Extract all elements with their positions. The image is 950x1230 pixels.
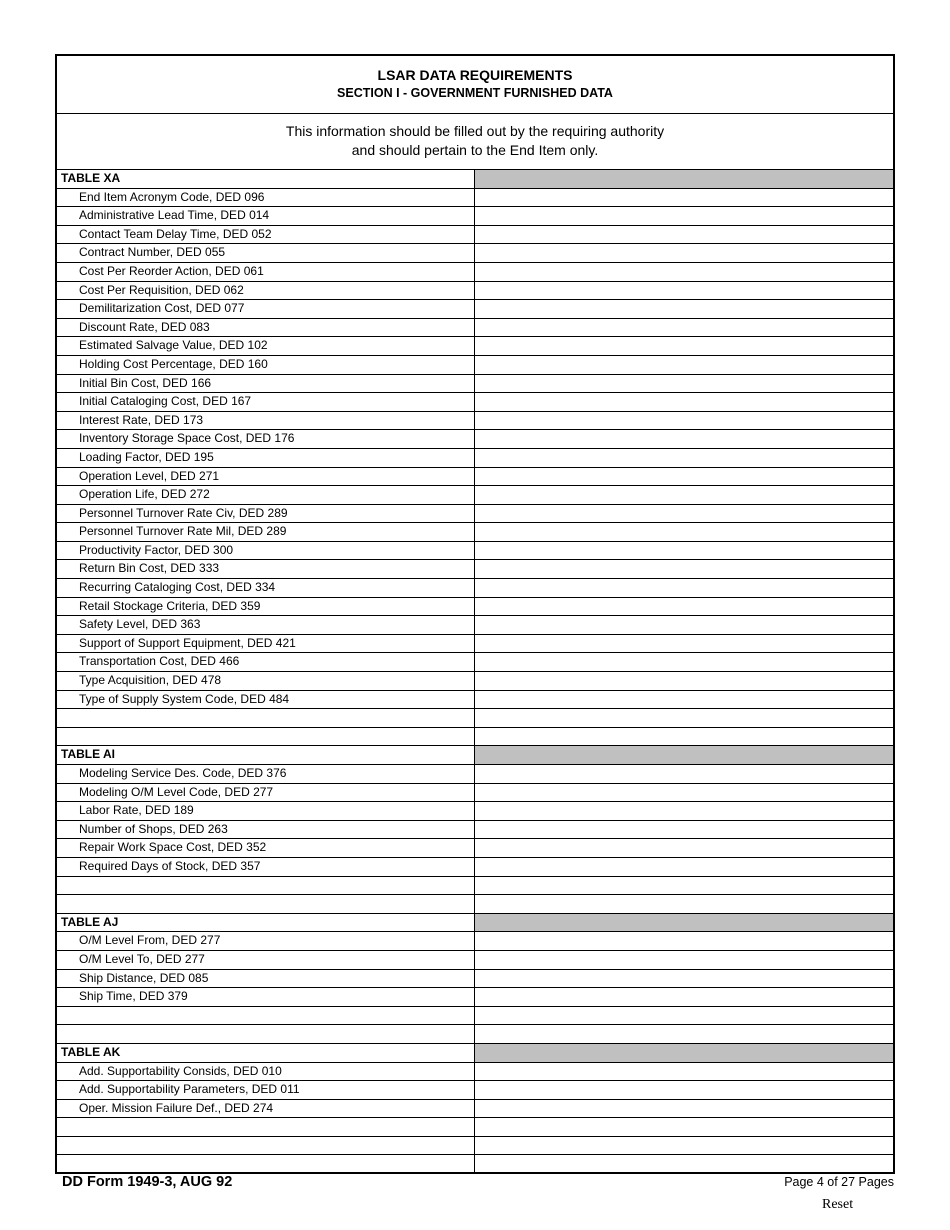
instructions-line-2: and should pertain to the End Item only. xyxy=(351,142,599,158)
field-label: Holding Cost Percentage, DED 160 xyxy=(57,356,475,374)
field-label xyxy=(57,1155,475,1173)
field-label xyxy=(57,877,475,895)
form-id: DD Form 1949-3, AUG 92 xyxy=(62,1174,233,1190)
field-label: Estimated Salvage Value, DED 102 xyxy=(57,337,475,355)
table-row xyxy=(57,375,893,394)
field-value-input[interactable] xyxy=(475,226,893,244)
table-header xyxy=(57,914,893,933)
field-value-input[interactable] xyxy=(475,1007,893,1025)
table-header-label: TABLE XA xyxy=(57,170,475,188)
field-label: Repair Work Space Cost, DED 352 xyxy=(57,839,475,857)
field-value-input[interactable] xyxy=(475,1063,893,1081)
field-value-input[interactable] xyxy=(475,468,893,486)
table-row xyxy=(57,839,893,858)
table-row xyxy=(57,653,893,672)
field-label: Type of Supply System Code, DED 484 xyxy=(57,691,475,709)
table-header-shading xyxy=(475,914,893,932)
field-label xyxy=(57,709,475,727)
field-value-input[interactable] xyxy=(475,932,893,950)
field-label: Initial Bin Cost, DED 166 xyxy=(57,375,475,393)
table-row xyxy=(57,244,893,263)
field-value-input[interactable] xyxy=(475,356,893,374)
field-value-input[interactable] xyxy=(475,970,893,988)
table-header-shading xyxy=(475,746,893,764)
table-header xyxy=(57,746,893,765)
field-value-input[interactable] xyxy=(475,635,893,653)
table-row xyxy=(57,486,893,505)
field-label: Labor Rate, DED 189 xyxy=(57,802,475,820)
table-row xyxy=(57,895,893,914)
field-value-input[interactable] xyxy=(475,449,893,467)
table-row xyxy=(57,412,893,431)
table-row xyxy=(57,821,893,840)
field-value-input[interactable] xyxy=(475,207,893,225)
field-label: Operation Life, DED 272 xyxy=(57,486,475,504)
form-title: LSAR DATA REQUIREMENTS xyxy=(377,67,573,83)
field-label: Ship Distance, DED 085 xyxy=(57,970,475,988)
table-row xyxy=(57,858,893,877)
field-value-input[interactable] xyxy=(475,1100,893,1118)
field-value-input[interactable] xyxy=(475,765,893,783)
table-header-label: TABLE AI xyxy=(57,746,475,764)
field-value-input[interactable] xyxy=(475,784,893,802)
field-value-input[interactable] xyxy=(475,858,893,876)
field-value-input[interactable] xyxy=(475,1081,893,1099)
field-label: Ship Time, DED 379 xyxy=(57,988,475,1006)
field-value-input[interactable] xyxy=(475,337,893,355)
field-label: Initial Cataloging Cost, DED 167 xyxy=(57,393,475,411)
table-row xyxy=(57,1100,893,1119)
table-row xyxy=(57,802,893,821)
form-subtitle: SECTION I - GOVERNMENT FURNISHED DATA xyxy=(337,86,613,100)
field-label xyxy=(57,1137,475,1155)
field-value-input[interactable] xyxy=(475,839,893,857)
field-label: Modeling Service Des. Code, DED 376 xyxy=(57,765,475,783)
instructions-line-1: This information should be filled out by the requiring authority xyxy=(285,123,665,139)
reset-button[interactable]: Reset xyxy=(822,1197,854,1212)
table-row xyxy=(57,1155,893,1174)
table-row xyxy=(57,337,893,356)
table-header-label: TABLE AK xyxy=(57,1044,475,1062)
table-header xyxy=(57,170,893,189)
field-value-input[interactable] xyxy=(475,523,893,541)
field-value-input[interactable] xyxy=(475,1025,893,1043)
field-label: Inventory Storage Space Cost, DED 176 xyxy=(57,430,475,448)
table-row xyxy=(57,616,893,635)
field-label: Return Bin Cost, DED 333 xyxy=(57,560,475,578)
table-row xyxy=(57,970,893,989)
field-value-input[interactable] xyxy=(475,895,893,913)
field-label: Administrative Lead Time, DED 014 xyxy=(57,207,475,225)
field-value-input[interactable] xyxy=(475,560,893,578)
table-row xyxy=(57,877,893,896)
table-row xyxy=(57,1063,893,1082)
field-label: End Item Acronym Code, DED 096 xyxy=(57,189,475,207)
field-label: Contact Team Delay Time, DED 052 xyxy=(57,226,475,244)
table-row xyxy=(57,449,893,468)
table-row xyxy=(57,672,893,691)
field-value-input[interactable] xyxy=(475,244,893,262)
table-header-label: TABLE AJ xyxy=(57,914,475,932)
page-number: Page 4 of 27 Pages xyxy=(784,1175,894,1189)
field-label: Interest Rate, DED 173 xyxy=(57,412,475,430)
form-header xyxy=(57,56,893,114)
table-row xyxy=(57,728,893,747)
field-label: Cost Per Reorder Action, DED 061 xyxy=(57,263,475,281)
field-label: Demilitarization Cost, DED 077 xyxy=(57,300,475,318)
table-row xyxy=(57,784,893,803)
field-label: Type Acquisition, DED 478 xyxy=(57,672,475,690)
field-label xyxy=(57,1007,475,1025)
table-row xyxy=(57,1118,893,1137)
table-row xyxy=(57,226,893,245)
field-label: O/M Level From, DED 277 xyxy=(57,932,475,950)
field-label: Retail Stockage Criteria, DED 359 xyxy=(57,598,475,616)
field-label: Loading Factor, DED 195 xyxy=(57,449,475,467)
table-row xyxy=(57,319,893,338)
field-value-input[interactable] xyxy=(475,393,893,411)
table-row xyxy=(57,932,893,951)
field-value-input[interactable] xyxy=(475,728,893,746)
field-value-input[interactable] xyxy=(475,709,893,727)
table-row xyxy=(57,393,893,412)
field-label: Add. Supportability Parameters, DED 011 xyxy=(57,1081,475,1099)
field-label: Operation Level, DED 271 xyxy=(57,468,475,486)
field-value-input[interactable] xyxy=(475,691,893,709)
instructions xyxy=(57,114,893,170)
field-value-input[interactable] xyxy=(475,1155,893,1173)
table-header xyxy=(57,1044,893,1063)
field-label xyxy=(57,895,475,913)
field-value-input[interactable] xyxy=(475,877,893,895)
field-label: Cost Per Requisition, DED 062 xyxy=(57,282,475,300)
field-label: Support of Support Equipment, DED 421 xyxy=(57,635,475,653)
table-row xyxy=(57,765,893,784)
field-label: Personnel Turnover Rate Mil, DED 289 xyxy=(57,523,475,541)
field-label: Modeling O/M Level Code, DED 277 xyxy=(57,784,475,802)
field-value-input[interactable] xyxy=(475,486,893,504)
table-row xyxy=(57,189,893,208)
field-label: Safety Level, DED 363 xyxy=(57,616,475,634)
field-value-input[interactable] xyxy=(475,412,893,430)
field-label: Number of Shops, DED 263 xyxy=(57,821,475,839)
field-value-input[interactable] xyxy=(475,616,893,634)
table-row xyxy=(57,560,893,579)
table-header-shading xyxy=(475,1044,893,1062)
field-label: Productivity Factor, DED 300 xyxy=(57,542,475,560)
table-row xyxy=(57,598,893,617)
table-row xyxy=(57,300,893,319)
field-value-input[interactable] xyxy=(475,1118,893,1136)
table-row xyxy=(57,1025,893,1044)
field-label: O/M Level To, DED 277 xyxy=(57,951,475,969)
table-row xyxy=(57,263,893,282)
table-row xyxy=(57,709,893,728)
table-row xyxy=(57,951,893,970)
field-value-input[interactable] xyxy=(475,263,893,281)
field-value-input[interactable] xyxy=(475,189,893,207)
table-row xyxy=(57,282,893,301)
table-row xyxy=(57,356,893,375)
field-label xyxy=(57,728,475,746)
field-label: Discount Rate, DED 083 xyxy=(57,319,475,337)
field-value-input[interactable] xyxy=(475,505,893,523)
data-table xyxy=(57,170,893,1174)
field-label: Oper. Mission Failure Def., DED 274 xyxy=(57,1100,475,1118)
table-row xyxy=(57,430,893,449)
field-value-input[interactable] xyxy=(475,672,893,690)
field-value-input[interactable] xyxy=(475,1137,893,1155)
form-container xyxy=(55,54,895,1174)
field-label xyxy=(57,1025,475,1043)
field-value-input[interactable] xyxy=(475,653,893,671)
table-row xyxy=(57,579,893,598)
field-label: Transportation Cost, DED 466 xyxy=(57,653,475,671)
field-label: Recurring Cataloging Cost, DED 334 xyxy=(57,579,475,597)
table-row xyxy=(57,1007,893,1026)
table-row xyxy=(57,988,893,1007)
field-label: Add. Supportability Consids, DED 010 xyxy=(57,1063,475,1081)
field-value-input[interactable] xyxy=(475,430,893,448)
table-row xyxy=(57,542,893,561)
field-value-input[interactable] xyxy=(475,988,893,1006)
field-value-input[interactable] xyxy=(475,951,893,969)
table-row xyxy=(57,505,893,524)
field-label: Contract Number, DED 055 xyxy=(57,244,475,262)
table-row xyxy=(57,691,893,710)
field-label: Personnel Turnover Rate Civ, DED 289 xyxy=(57,505,475,523)
table-row xyxy=(57,523,893,542)
field-value-input[interactable] xyxy=(475,598,893,616)
field-value-input[interactable] xyxy=(475,300,893,318)
table-row xyxy=(57,635,893,654)
field-value-input[interactable] xyxy=(475,282,893,300)
field-value-input[interactable] xyxy=(475,375,893,393)
field-value-input[interactable] xyxy=(475,542,893,560)
table-row xyxy=(57,1081,893,1100)
field-value-input[interactable] xyxy=(475,802,893,820)
field-label xyxy=(57,1118,475,1136)
field-label: Required Days of Stock, DED 357 xyxy=(57,858,475,876)
table-row xyxy=(57,207,893,226)
table-row xyxy=(57,468,893,487)
field-value-input[interactable] xyxy=(475,579,893,597)
table-header-shading xyxy=(475,170,893,188)
field-value-input[interactable] xyxy=(475,319,893,337)
table-row xyxy=(57,1137,893,1156)
field-value-input[interactable] xyxy=(475,821,893,839)
